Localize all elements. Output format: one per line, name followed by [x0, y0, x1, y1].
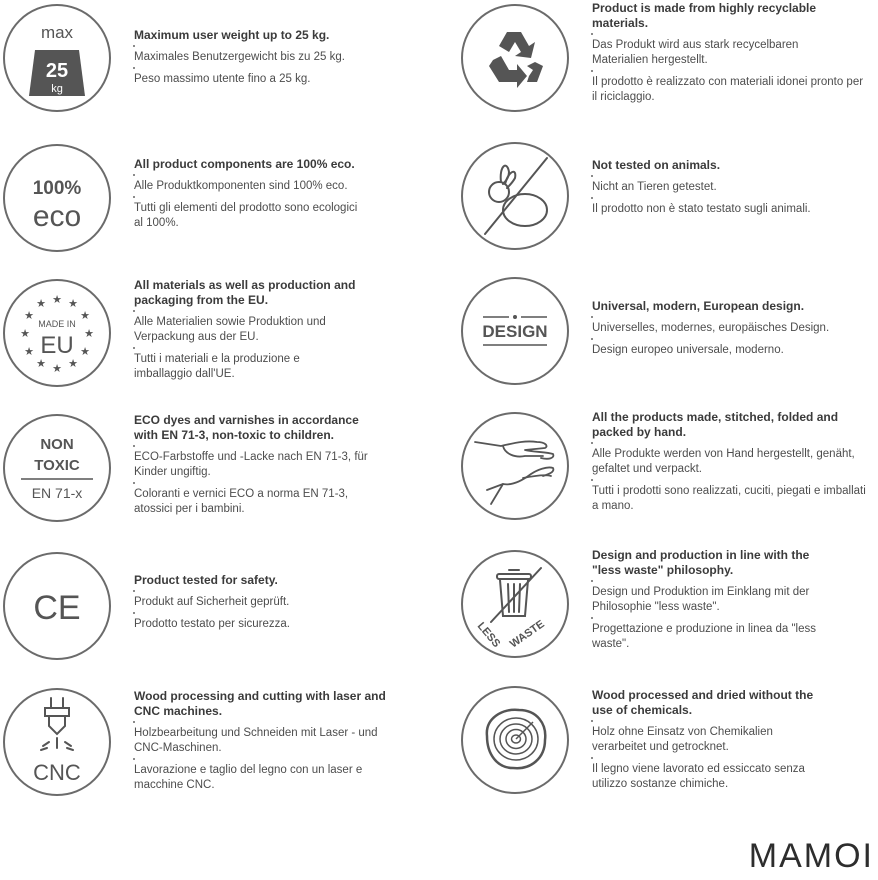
feature-less-waste	[458, 548, 878, 668]
feature-text-it: Progettazione e produzione in linea da "less waste".	[592, 622, 822, 652]
cnc-laser-icon	[3, 688, 111, 796]
less-waste-icon-right: WASTE	[507, 618, 547, 651]
svg-text:★: ★	[68, 297, 78, 310]
feature-made-in-eu	[0, 275, 440, 395]
feature-text-it: Design europeo universale, moderno.	[592, 343, 878, 358]
feature-text-de: Produkt auf Sicherheit geprüft.	[134, 595, 434, 610]
feature-title: Product tested for safety.	[134, 573, 278, 587]
feature-cruelty-free	[458, 140, 878, 260]
eco-icon-bottom: eco	[32, 200, 82, 233]
feature-text-de: Holz ohne Einsatz von Chemikalien verarbeitet und getrocknet.	[592, 725, 827, 755]
weight-icon-unit: kg	[51, 83, 63, 95]
eu-icon-top: MADE IN	[38, 319, 76, 329]
feature-title: Universal, modern, European design.	[592, 299, 805, 313]
svg-text:★: ★	[52, 293, 62, 306]
feature-text-de: Maximales Benutzergewicht bis zu 25 kg.	[134, 50, 434, 65]
feature-title: Wood processed and dried without the use of chemicals.	[592, 688, 814, 717]
svg-text:★: ★	[36, 297, 46, 310]
ce-mark-icon	[3, 552, 111, 660]
design-icon-text: DESIGN	[482, 322, 548, 341]
svg-text:★: ★	[68, 357, 78, 370]
feature-cnc	[0, 684, 440, 804]
feature-text-de: Alle Produktkomponenten sind 100% eco.	[134, 179, 434, 194]
svg-text:★: ★	[80, 345, 90, 358]
eco-icon-top: 100%	[32, 178, 82, 199]
recycle-icon	[461, 4, 569, 112]
wood-log-icon	[461, 686, 569, 794]
feature-text-de: Universelles, modernes, europäisches Design.	[592, 321, 878, 336]
feature-text-de: Alle Materialien sowie Produktion und Verpackung aus der EU.	[134, 315, 349, 345]
cnc-icon-text: CNC	[33, 760, 81, 785]
less-waste-icon-left: LESS	[474, 620, 503, 650]
handmade-icon	[461, 412, 569, 520]
feature-text-de: Alle Produkte werden von Hand hergestellt, genäht, gefaltet und verpackt.	[592, 447, 867, 477]
feature-title: All materials as well as production and packaging from the EU.	[134, 278, 356, 307]
feature-text-de: Das Produkt wird aus stark recycelbaren Materialien hergestellt.	[592, 38, 847, 68]
eco-icon	[3, 144, 111, 252]
svg-text:★: ★	[36, 357, 46, 370]
feature-text-it: Il legno viene lavorato ed essiccato senza utilizzo sostanze chimiche.	[592, 762, 842, 792]
feature-title: Wood processing and cutting with laser and CNC machines.	[134, 689, 386, 718]
weight-icon-value: 25	[45, 60, 69, 82]
feature-title: Maximum user weight up to 25 kg.	[134, 28, 330, 42]
brand-logo: MAMOI	[748, 837, 874, 875]
feature-wood	[458, 684, 878, 804]
feature-text-de: Design und Produktion im Einklang mit der Philosophie "less waste".	[592, 585, 822, 615]
svg-text:★: ★	[52, 362, 62, 375]
svg-text:★: ★	[24, 345, 34, 358]
svg-text:★: ★	[20, 327, 30, 340]
svg-text:★: ★	[80, 309, 90, 322]
feature-text-it: Coloranti e vernici ECO a norma EN 71-3, atossici per i bambini.	[134, 487, 384, 517]
design-icon	[461, 277, 569, 385]
feature-weight	[0, 0, 440, 120]
non-toxic-icon-middle: TOXIC	[34, 457, 80, 474]
no-animal-testing-icon	[461, 142, 569, 250]
feature-text-it: Tutti i prodotti sono realizzati, cuciti, piegati e imballati a mano.	[592, 485, 866, 512]
feature-text-it: Tutti gli elementi del prodotto sono ecologici al 100%.	[134, 201, 364, 231]
feature-recyclable	[458, 0, 878, 120]
feature-ce	[0, 548, 440, 668]
feature-text-it: Tutti i materiali e la produzione e imballaggio dall'UE.	[134, 352, 334, 382]
eu-icon-bottom: EU	[40, 332, 74, 359]
feature-title: All the products made, stitched, folded and packed by hand.	[592, 410, 839, 439]
feature-text-it: Prodotto testato per sicurezza.	[134, 617, 434, 632]
feature-text-it: Lavorazione e taglio del legno con un laser e macchine CNC.	[134, 763, 394, 793]
feature-title: Design and production in line with the "less waste" philosophy.	[592, 548, 810, 577]
feature-title: All product components are 100% eco.	[134, 157, 355, 171]
feature-text-it: Il prodotto non è stato testato sugli animali.	[592, 202, 878, 217]
feature-text-de: Holzbearbeitung und Schneiden mit Laser - und CNC-Maschinen.	[134, 726, 404, 756]
made-in-eu-icon	[3, 279, 111, 387]
svg-text:★: ★	[84, 327, 94, 340]
feature-eco	[0, 140, 440, 260]
feature-handmade	[458, 410, 878, 530]
weight-icon-top: max	[40, 23, 74, 42]
feature-title: Product is made from highly recyclable materials.	[592, 1, 817, 30]
feature-text-it: Peso massimo utente fino a 25 kg.	[134, 72, 434, 87]
feature-text-de: Nicht an Tieren getestet.	[592, 180, 878, 195]
feature-title: Not tested on animals.	[592, 158, 721, 172]
non-toxic-icon-bottom: EN 71-x	[31, 485, 83, 501]
feature-text-de: ECO-Farbstoffe und -Lacke nach EN 71-3, für Kinder ungiftig.	[134, 450, 384, 480]
feature-text-it: Il prodotto è realizzato con materiali idonei pronto per il riciclaggio.	[592, 75, 867, 105]
feature-non-toxic	[0, 410, 440, 530]
feature-title: ECO dyes and varnishes in accordance with EN 71-3, non-toxic to children.	[134, 413, 359, 442]
weight-icon	[3, 4, 111, 112]
feature-design	[458, 275, 878, 395]
svg-text:★: ★	[24, 309, 34, 322]
non-toxic-icon-top: NON	[40, 436, 74, 453]
non-toxic-icon	[3, 414, 111, 522]
ce-icon-text: CE	[33, 589, 81, 627]
less-waste-icon	[461, 550, 569, 658]
